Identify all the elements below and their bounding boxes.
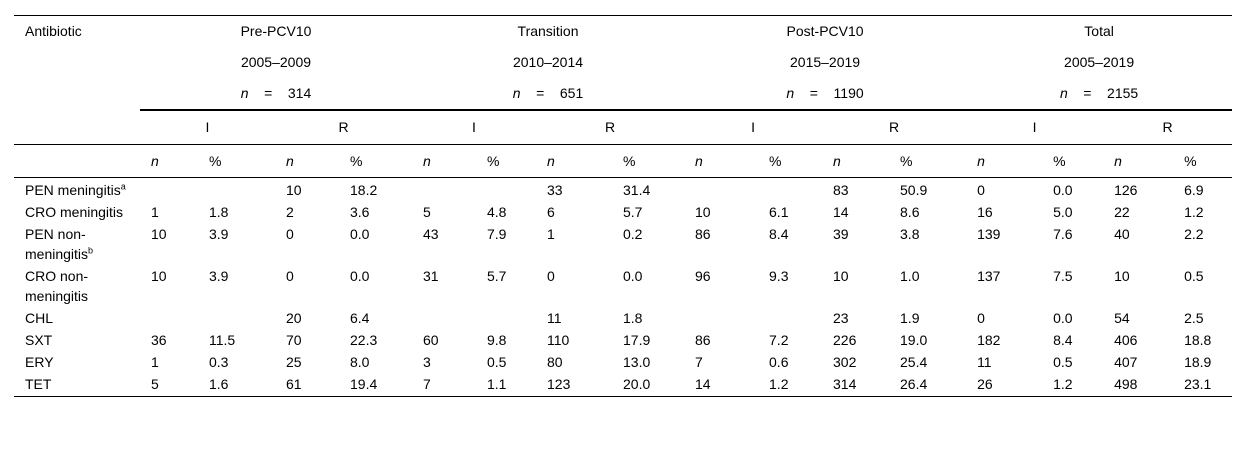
col-n: n (536, 145, 612, 178)
cell-pct: 8.0 (350, 354, 370, 370)
cell-pct: 3.9 (209, 268, 229, 284)
cell-n: 5 (140, 372, 198, 397)
cell-pct: 5.7 (623, 204, 643, 220)
col-pct: % (612, 145, 684, 178)
cell-n (412, 178, 476, 201)
cell-pct: 0.0 (1053, 182, 1073, 198)
cell-n: 0 (977, 310, 985, 326)
group-years-pre: 2005–2009 (240, 54, 312, 70)
col-pct: % (1042, 145, 1103, 178)
group-label-pre: Pre-PCV10 (140, 16, 412, 48)
cell-n: 36 (151, 332, 167, 348)
cell-pct (198, 178, 275, 201)
cell-n: 20 (286, 310, 302, 326)
cell-n: 498 (1103, 372, 1173, 397)
cell-n: 86 (695, 332, 711, 348)
cell-pct: 2.5 (1184, 310, 1204, 326)
cell-n: 139 (977, 226, 1001, 242)
cell-pct (476, 306, 536, 328)
cell-n: 40 (1114, 226, 1130, 242)
cell-n: 7 (412, 372, 476, 397)
cell-n: 11 (977, 354, 992, 370)
cell-n: 0 (977, 182, 985, 198)
cell-n: 54 (1114, 310, 1130, 326)
row-label: PEN meningitis$^a$ (25, 181, 126, 198)
col-n: n (140, 145, 198, 178)
cell-pct: 1.8 (209, 204, 229, 220)
cell-n (684, 306, 758, 328)
cell-n: 39 (833, 226, 849, 242)
cell-pct: 2.2 (1184, 226, 1204, 242)
cell-pct: 6.9 (1184, 182, 1204, 198)
cell-n: 302 (833, 354, 857, 370)
col-pct: % (758, 145, 822, 178)
cell-n: 33 (547, 182, 563, 198)
cell-pct: 7.6 (1053, 226, 1073, 242)
cell-n (412, 306, 476, 328)
sub-header-i: I (684, 110, 822, 145)
cell-pct: 4.8 (487, 204, 507, 220)
cell-n: 80 (547, 354, 563, 370)
cell-pct: 6.4 (350, 310, 370, 326)
cell-pct: 8.4 (769, 226, 789, 242)
table-row (14, 178, 1232, 201)
group-n-pre: n = 314 (140, 78, 412, 110)
cell-pct: 18.9 (1184, 354, 1212, 370)
cell-pct: 13.0 (623, 354, 651, 370)
cell-n: 10 (1114, 268, 1130, 284)
sub-header-i: I (966, 110, 1103, 145)
header-row-n (14, 78, 1232, 110)
row-label: ERY (25, 354, 54, 370)
group-label-post: Post-PCV10 (684, 16, 966, 48)
cell-n: 11 (547, 310, 562, 326)
cell-pct: 1.8 (623, 310, 643, 326)
row-label: CRO non-meningitis (25, 268, 89, 304)
cell-pct: 9.3 (769, 268, 789, 284)
cell-pct: 8.6 (900, 204, 920, 220)
sub-header-r: R (275, 110, 412, 145)
cell-n: 0 (547, 268, 555, 284)
cell-n: 14 (684, 372, 758, 397)
cell-pct: 8.4 (1053, 332, 1073, 348)
cell-n: 31 (423, 268, 439, 284)
cell-n: 0 (286, 226, 294, 242)
cell-pct (758, 178, 822, 201)
cell-pct: 0.6 (769, 354, 789, 370)
cell-n: 61 (275, 372, 339, 397)
row-label: SXT (25, 332, 53, 348)
cell-n: 10 (833, 268, 849, 284)
cell-pct: 17.9 (623, 332, 651, 348)
cell-n: 23 (833, 310, 849, 326)
cell-n: 2 (286, 204, 294, 220)
cell-pct: 50.9 (900, 182, 928, 198)
cell-pct: 31.4 (623, 182, 651, 198)
header-row-groups (14, 16, 1232, 48)
footnote-marker: b (88, 245, 94, 256)
table-row (14, 306, 1232, 328)
group-years-transition: 2010–2014 (512, 54, 584, 70)
cell-n: 70 (286, 332, 302, 348)
table-row (14, 372, 1232, 397)
cell-n: 314 (822, 372, 889, 397)
group-n-total: n = 2155 (966, 78, 1232, 110)
cell-n: 25 (286, 354, 302, 370)
cell-n: 6 (547, 204, 555, 220)
group-label-transition: Transition (412, 16, 684, 48)
cell-n (140, 306, 198, 328)
cell-n: 22 (1114, 204, 1130, 220)
cell-pct: 3.6 (350, 204, 370, 220)
col-n: n (822, 145, 889, 178)
cell-pct: 7.5 (1053, 268, 1073, 284)
cell-n: 26 (966, 372, 1042, 397)
row-label: CHL (25, 310, 54, 326)
footnote-marker: a (120, 181, 126, 192)
cell-pct: 1.6 (198, 372, 275, 397)
cell-pct: 22.3 (350, 332, 378, 348)
sub-header-r: R (536, 110, 684, 145)
cell-n: 96 (695, 268, 711, 284)
cell-pct: 0.3 (209, 354, 229, 370)
cell-pct: 19.4 (339, 372, 412, 397)
cell-pct: 25.4 (900, 354, 928, 370)
header-row-ir (14, 110, 1232, 145)
cell-pct (476, 178, 536, 201)
sub-header-i: I (412, 110, 536, 145)
cell-n: 10 (151, 226, 167, 242)
cell-n: 60 (423, 332, 439, 348)
cell-pct: 1.2 (758, 372, 822, 397)
cell-pct: 20.0 (612, 372, 684, 397)
group-label-total: Total (966, 16, 1232, 48)
table-row (14, 200, 1232, 222)
cell-pct: 3.9 (209, 226, 229, 242)
cell-n: 123 (536, 372, 612, 397)
cell-pct: 1.2 (1184, 204, 1204, 220)
sub-header-r: R (822, 110, 966, 145)
group-n-transition: n = 651 (412, 78, 684, 110)
cell-pct: 1.1 (476, 372, 536, 397)
cell-pct: 0.5 (1053, 354, 1073, 370)
table-row (14, 222, 1232, 264)
group-years-post: 2015–2019 (790, 54, 861, 70)
cell-n: 407 (1114, 354, 1138, 370)
cell-n: 10 (286, 182, 302, 198)
col-pct: % (339, 145, 412, 178)
cell-pct: 0.0 (623, 268, 643, 284)
cell-pct: 1.0 (900, 268, 920, 284)
col-n: n (275, 145, 339, 178)
col-pct: % (1173, 145, 1232, 178)
cell-pct: 9.8 (487, 332, 507, 348)
col-pct: % (889, 145, 966, 178)
antibiotic-resistance-table (14, 15, 1232, 397)
cell-pct: 23.1 (1173, 372, 1232, 397)
header-row-years (14, 47, 1232, 78)
cell-n (140, 178, 198, 201)
cell-pct: 5.0 (1053, 204, 1073, 220)
cell-n: 0 (286, 268, 294, 284)
cell-pct: 11.5 (209, 332, 236, 348)
col-n: n (684, 145, 758, 178)
cell-n: 406 (1114, 332, 1138, 348)
cell-pct: 0.5 (487, 354, 507, 370)
row-label: TET (14, 372, 140, 397)
stub-header: Antibiotic (14, 16, 140, 48)
cell-pct: 18.2 (350, 182, 378, 198)
cell-n: 3 (423, 354, 431, 370)
cell-n: 137 (977, 268, 1001, 284)
cell-n: 10 (151, 268, 167, 284)
cell-n (684, 178, 758, 201)
cell-pct: 0.0 (1053, 310, 1073, 326)
cell-n: 1 (151, 204, 159, 220)
table-row (14, 328, 1232, 350)
sub-header-r: R (1103, 110, 1232, 145)
cell-pct: 7.9 (487, 226, 507, 242)
cell-pct: 7.2 (769, 332, 789, 348)
cell-pct: 18.8 (1184, 332, 1212, 348)
cell-n: 86 (695, 226, 711, 242)
table-row (14, 264, 1232, 306)
cell-pct: 3.8 (900, 226, 920, 242)
cell-pct: 1.2 (1042, 372, 1103, 397)
col-pct: % (476, 145, 536, 178)
cell-pct: 0.0 (350, 226, 370, 242)
cell-n: 5 (423, 204, 431, 220)
cell-n: 1 (547, 226, 555, 242)
cell-n: 7 (695, 354, 703, 370)
cell-pct: 1.9 (900, 310, 920, 326)
cell-pct: 0.2 (623, 226, 643, 242)
col-n: n (1103, 145, 1173, 178)
group-years-total: 2005–2019 (1064, 54, 1135, 70)
cell-n: 1 (151, 354, 159, 370)
cell-n: 43 (423, 226, 439, 242)
cell-pct: 0.0 (350, 268, 370, 284)
cell-pct: 26.4 (889, 372, 966, 397)
cell-n: 14 (833, 204, 849, 220)
cell-pct: 5.7 (487, 268, 507, 284)
col-pct: % (198, 145, 275, 178)
row-label: PEN non-meningitis$^b$ (25, 226, 94, 262)
cell-pct (758, 306, 822, 328)
col-n: n (966, 145, 1042, 178)
cell-n: 16 (977, 204, 993, 220)
cell-n: 126 (1114, 182, 1138, 198)
cell-n: 110 (547, 332, 570, 348)
cell-n: 83 (833, 182, 849, 198)
cell-n: 182 (977, 332, 1001, 348)
table-body (14, 16, 1232, 397)
sub-header-i: I (140, 110, 275, 145)
cell-pct: 19.0 (900, 332, 928, 348)
cell-pct (198, 306, 275, 328)
cell-pct: 6.1 (769, 204, 789, 220)
table-row (14, 350, 1232, 372)
cell-n: 10 (695, 204, 711, 220)
cell-n: 226 (833, 332, 857, 348)
group-n-post: n = 1190 (684, 78, 966, 110)
col-n: n (412, 145, 476, 178)
header-row-n-pct (14, 145, 1232, 178)
row-label: CRO meningitis (25, 204, 124, 220)
cell-pct: 0.5 (1184, 268, 1204, 284)
